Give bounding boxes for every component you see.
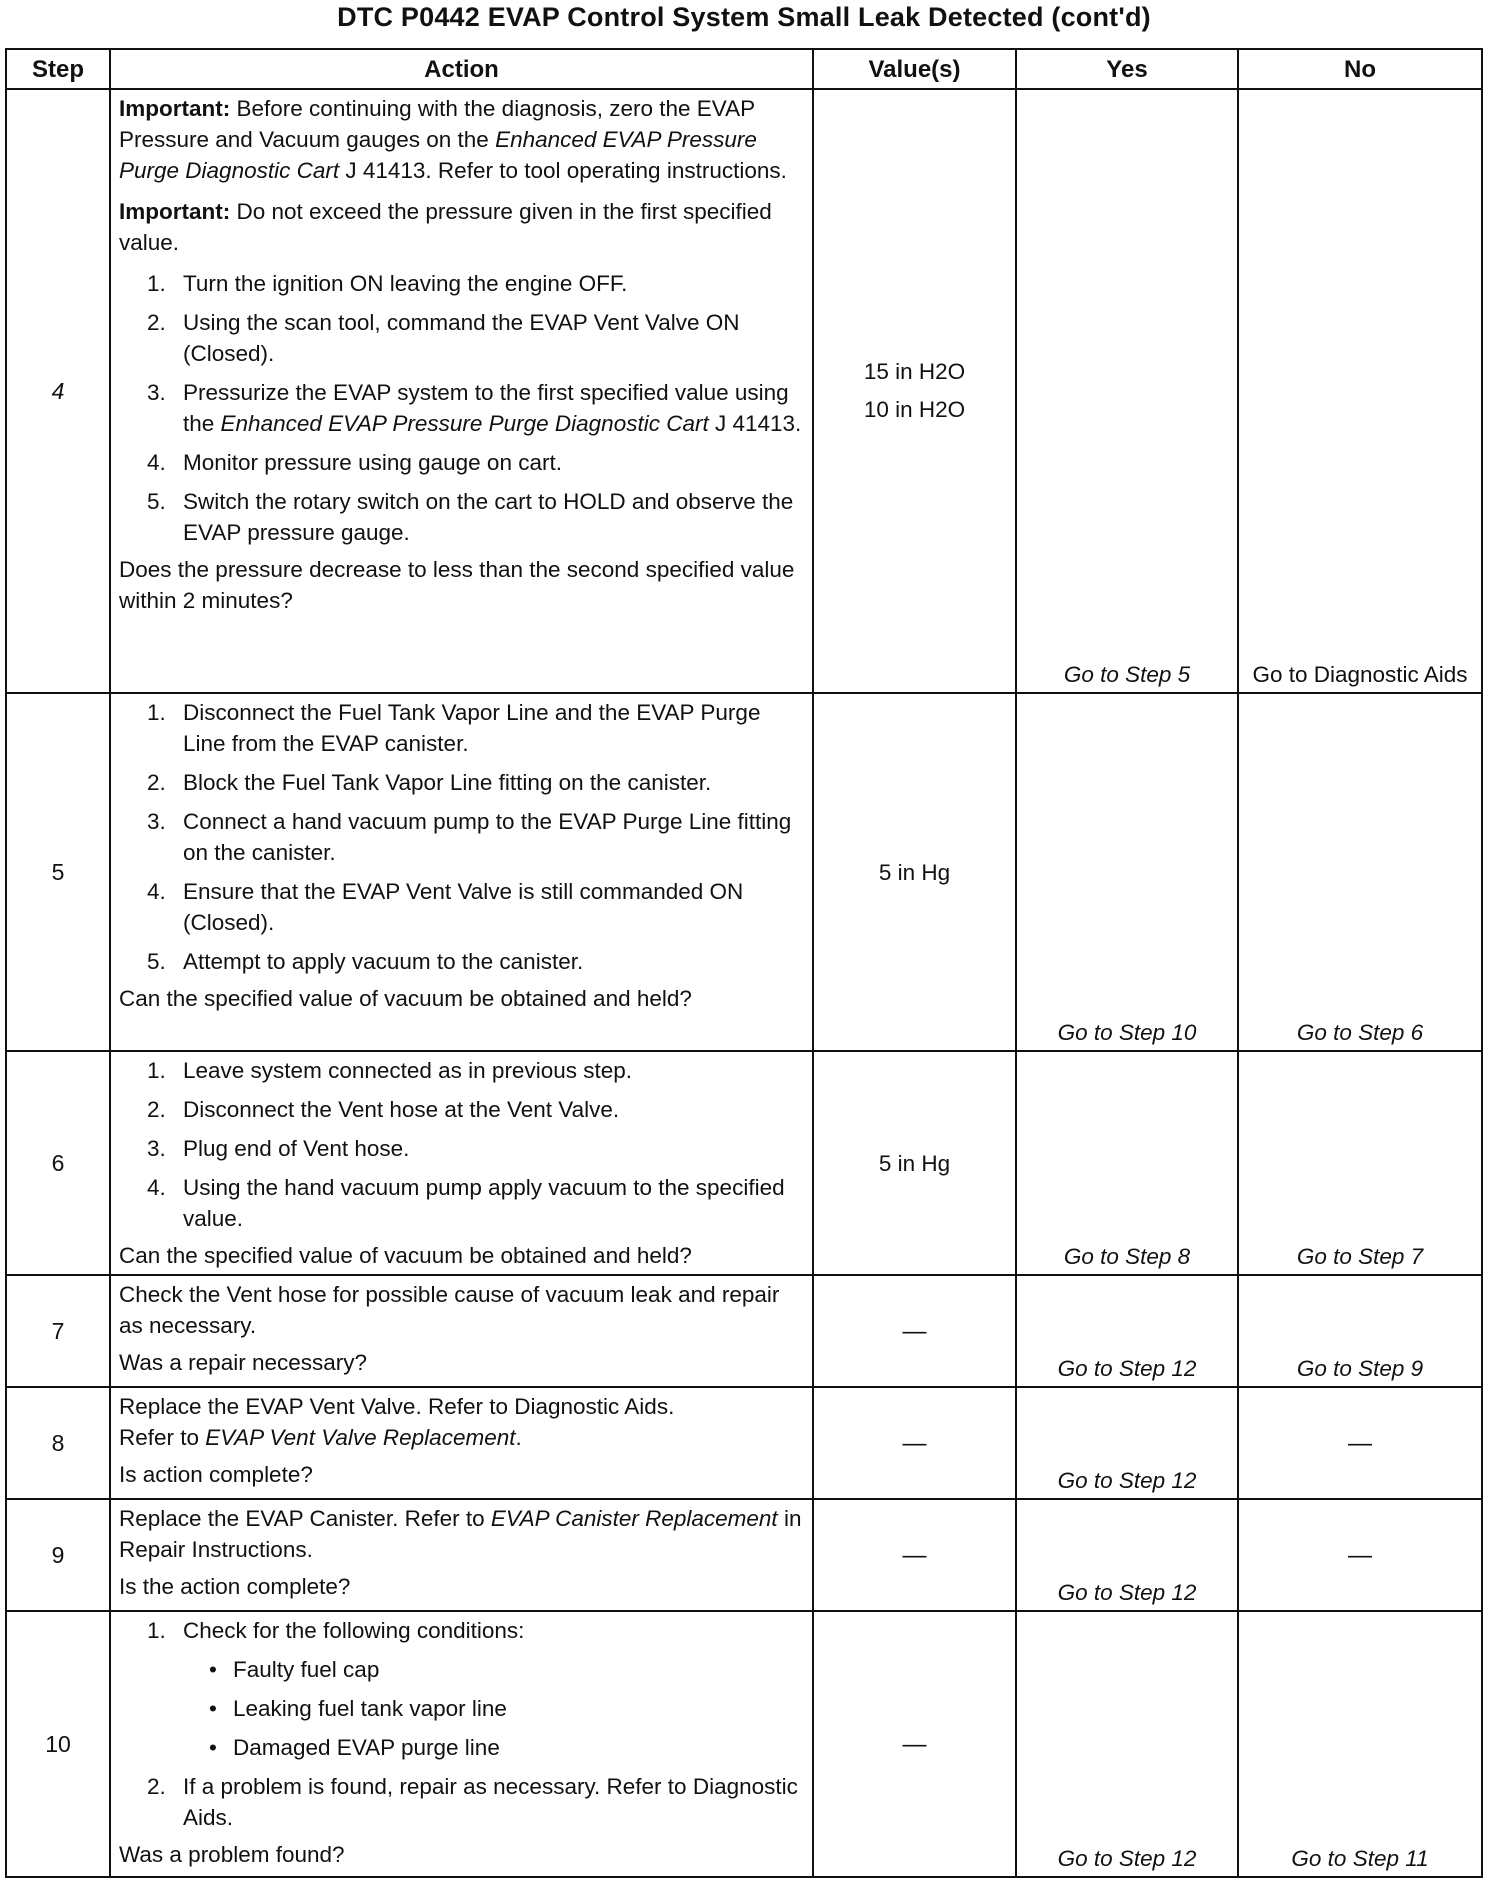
yes-cell [1016,693,1238,1051]
yes-cell [1016,1275,1238,1387]
action-cell [110,1275,813,1387]
yes-link[interactable]: Go to Step 12 [1057,1580,1197,1605]
bullet-item: • Leaking fuel tank vapor line [209,1696,507,1721]
important-note-1: Important: Before continuing with the diagnosis, zero the EVAP Pressure and Vacuum gauges on the Enhanced EVAP Pressure Purge Diagnostic Cart J 41413. Refer to tool operating instructions. [119,96,787,183]
table-row-step-4 [6,89,1482,693]
step-number: 4 [6,89,110,693]
yes-link[interactable]: Go to Step 12 [1057,1356,1197,1381]
action-reference: Refer to EVAP Vent Valve Replacement. [119,1425,522,1450]
procedure-list [119,1055,806,1234]
value-cell: 5 in Hg [813,1051,1016,1275]
no-cell [1238,1051,1482,1275]
value-cell [813,89,1016,693]
table-row-step-8 [6,1387,1482,1499]
list-item: 1. Disconnect the Fuel Tank Vapor Line and the EVAP Purge Line from the EVAP canister. [147,700,761,756]
value-2: 10 in H2O [863,397,966,422]
list-item: 2. If a problem is found, repair as necessary. Refer to Diagnostic Aids. [147,1774,798,1830]
question: Can the specified value of vacuum be obtained and held? [119,1243,692,1268]
list-item: 1. Leave system connected as in previous step. [147,1058,633,1083]
header-values: Value(s) [813,49,1016,89]
list-item: 2. Using the scan tool, command the EVAP Vent Valve ON (Closed). [147,310,740,366]
important-label: Important: [119,96,231,121]
value-cell: — [813,1499,1016,1611]
step-number: 7 [6,1275,110,1387]
header-yes: Yes [1016,49,1238,89]
table-row-step-5 [6,693,1482,1051]
yes-link[interactable]: Go to Step 10 [1057,1020,1197,1045]
no-link[interactable]: Go to Diagnostic Aids [1252,662,1468,687]
list-item: 1. Turn the ignition ON leaving the engine OFF. [147,271,628,296]
list-item: 4. Using the hand vacuum pump apply vacuum to the specified value. [147,1175,785,1231]
header-step: Step [6,49,110,89]
condition-list [183,1654,806,1763]
step-number: 5 [6,693,110,1051]
list-item: 3. Connect a hand vacuum pump to the EVAP Purge Line fitting on the canister. [147,809,792,865]
yes-link[interactable]: Go to Step 8 [1063,1244,1191,1269]
procedure-list [119,1615,806,1833]
no-cell: — [1238,1387,1482,1499]
table-row-step-7 [6,1275,1482,1387]
no-cell [1238,89,1482,693]
list-item: 3. Pressurize the EVAP system to the first specified value using the Enhanced EVAP Pressure Purge Diagnostic Cart J 41413. [147,380,802,436]
value-cell: — [813,1611,1016,1877]
bullet-item: • Damaged EVAP purge line [209,1735,500,1760]
yes-link[interactable]: Go to Step 12 [1057,1468,1197,1493]
header-row [6,49,1482,89]
yes-link[interactable]: Go to Step 12 [1057,1846,1197,1871]
yes-cell [1016,1611,1238,1877]
header-action: Action [110,49,813,89]
list-item: 4. Ensure that the EVAP Vent Valve is still commanded ON (Closed). [147,879,744,935]
page-title: DTC P0442 EVAP Control System Small Leak Detected (cont'd) [337,2,1151,32]
action-text: Replace the EVAP Vent Valve. Refer to Diagnostic Aids. [119,1394,675,1419]
table-row-step-6 [6,1051,1482,1275]
no-cell [1238,1275,1482,1387]
yes-cell [1016,89,1238,693]
action-cell [110,1611,813,1877]
header-no: No [1238,49,1482,89]
step-number: 8 [6,1387,110,1499]
action-cell [110,1499,813,1611]
step-number: 10 [6,1611,110,1877]
important-note-2: Important: Do not exceed the pressure given in the first specified value. [119,199,772,255]
question: Can the specified value of vacuum be obtained and held? [119,986,692,1011]
bullet-item: • Faulty fuel cap [209,1657,380,1682]
value-cell: 5 in Hg [813,693,1016,1051]
no-cell: — [1238,1499,1482,1611]
step-number: 6 [6,1051,110,1275]
yes-cell [1016,1051,1238,1275]
procedure-list [119,268,806,548]
question: Is action complete? [119,1462,313,1487]
question: Is the action complete? [119,1574,351,1599]
diagnostic-table [5,48,1483,1878]
value-cell: — [813,1275,1016,1387]
no-link[interactable]: Go to Step 9 [1296,1356,1424,1381]
yes-link[interactable]: Go to Step 5 [1063,662,1191,687]
action-text: Check the Vent hose for possible cause of vacuum leak and repair as necessary. [119,1282,780,1338]
step-number: 9 [6,1499,110,1611]
no-link[interactable]: Go to Step 6 [1296,1020,1424,1045]
value-cell: — [813,1387,1016,1499]
action-cell [110,1051,813,1275]
action-cell [110,1387,813,1499]
list-item: 3. Plug end of Vent hose. [147,1136,410,1161]
no-cell [1238,1611,1482,1877]
table-row-step-10 [6,1611,1482,1877]
value-1: 15 in H2O [863,359,966,384]
no-cell [1238,693,1482,1051]
question: Was a problem found? [119,1842,345,1867]
list-item: 5. Attempt to apply vacuum to the canister. [147,949,584,974]
table-row-step-9 [6,1499,1482,1611]
action-text: Replace the EVAP Canister. Refer to EVAP Canister Replacement in Repair Instructions. [119,1506,802,1562]
yes-cell [1016,1387,1238,1499]
action-cell [110,693,813,1051]
action-cell [110,89,813,693]
procedure-list [119,697,806,977]
list-item: 1. Check for the following conditions: • Faulty fuel cap • Leaking fuel tank vapor line • Damaged EVAP purge line [147,1615,806,1763]
important-label: Important: [119,199,231,224]
list-item: 5. Switch the rotary switch on the cart to HOLD and observe the EVAP pressure gauge. [147,489,794,545]
question: Does the pressure decrease to less than the second specified value within 2 minutes? [119,557,795,613]
yes-cell [1016,1499,1238,1611]
list-item: 2. Disconnect the Vent hose at the Vent Valve. [147,1097,620,1122]
no-link[interactable]: Go to Step 7 [1296,1244,1424,1269]
no-link[interactable]: Go to Step 11 [1291,1846,1429,1871]
list-item: 2. Block the Fuel Tank Vapor Line fitting on the canister. [147,770,712,795]
question: Was a repair necessary? [119,1350,368,1375]
list-item: 4. Monitor pressure using gauge on cart. [147,450,562,475]
